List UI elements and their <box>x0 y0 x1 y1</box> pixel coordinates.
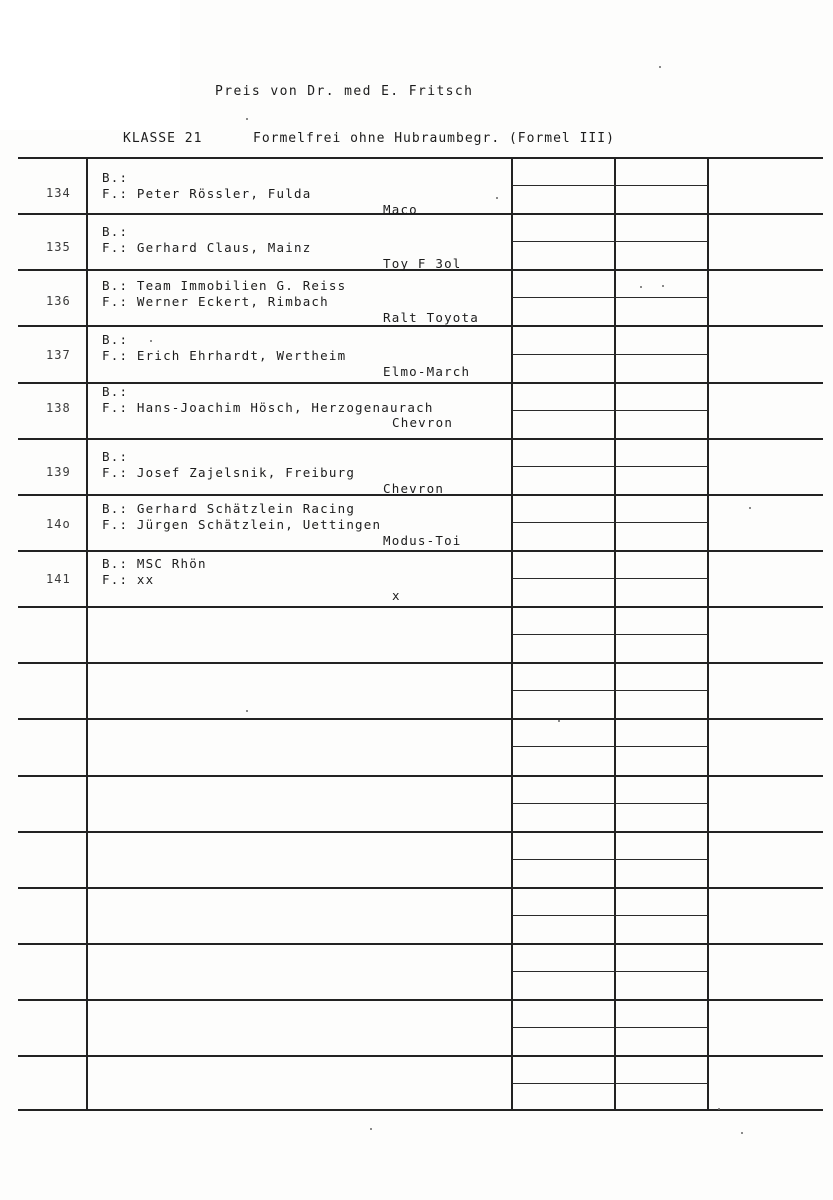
entrant-line: B.: <box>102 332 129 347</box>
table-rule <box>18 831 823 833</box>
cell-subdivider <box>512 915 708 916</box>
cell-subdivider <box>512 241 708 242</box>
entrant-line: B.: <box>102 449 129 464</box>
cell-subdivider <box>512 185 708 186</box>
entry-number: 136 <box>46 294 71 308</box>
cell-subdivider <box>512 1083 708 1084</box>
scan-speck <box>741 1132 743 1134</box>
cell-subdivider <box>512 1027 708 1028</box>
car-model: Toy F 3ol <box>383 256 462 271</box>
entry-table <box>18 157 823 1110</box>
table-rule <box>18 999 823 1001</box>
table-rule <box>18 1109 823 1111</box>
table-rule <box>18 382 823 384</box>
table-rule <box>18 943 823 945</box>
car-model: Chevron <box>383 481 445 496</box>
cell-subdivider <box>512 859 708 860</box>
cell-subdivider <box>512 297 708 298</box>
entry-number: 141 <box>46 572 71 586</box>
entry-number: 137 <box>46 348 71 362</box>
table-rule <box>18 887 823 889</box>
entrant-line: B.: <box>102 170 129 185</box>
scan-speck <box>150 340 152 342</box>
driver-line: F.: Peter Rössler, Fulda <box>102 186 312 201</box>
cell-subdivider <box>512 803 708 804</box>
table-rule <box>18 718 823 720</box>
entrant-line: B.: <box>102 224 129 239</box>
scan-speck <box>662 285 664 287</box>
driver-line: F.: Josef Zajelsnik, Freiburg <box>102 465 356 480</box>
driver-line: F.: Hans-Joachim Hösch, Herzogenaurach <box>102 400 434 415</box>
entrant-line: B.: <box>102 384 129 399</box>
cell-subdivider <box>512 971 708 972</box>
car-model: Modus-Toi <box>383 533 462 548</box>
entrant-line: B.: Gerhard Schätzlein Racing <box>102 501 356 516</box>
entrant-line: B.: Team Immobilien G. Reiss <box>102 278 347 293</box>
table-rule <box>18 438 823 440</box>
table-rule <box>18 606 823 608</box>
page-title: Preis von Dr. med E. Fritsch <box>215 84 474 99</box>
cell-subdivider <box>512 578 708 579</box>
scan-speck <box>640 286 642 288</box>
entry-number: 134 <box>46 186 71 200</box>
scan-speck <box>718 1108 720 1110</box>
table-rule <box>18 325 823 327</box>
cell-subdivider <box>512 410 708 411</box>
driver-line: F.: xx <box>102 572 155 587</box>
table-rule <box>18 157 823 159</box>
scan-speck <box>246 710 248 712</box>
table-rule <box>18 213 823 215</box>
entry-number: 139 <box>46 465 71 479</box>
scan-speck <box>370 1128 372 1130</box>
table-rule <box>18 1055 823 1057</box>
driver-line: F.: Gerhard Claus, Mainz <box>102 240 312 255</box>
car-model: Chevron <box>392 415 454 430</box>
entrant-line: B.: MSC Rhön <box>102 556 207 571</box>
cell-subdivider <box>512 634 708 635</box>
class-description: Formelfrei ohne Hubraumbegr. (Formel III) <box>253 131 615 146</box>
scan-speck <box>496 197 498 199</box>
cell-subdivider <box>512 466 708 467</box>
driver-line: F.: Erich Ehrhardt, Wertheim <box>102 348 347 363</box>
driver-line: F.: Jürgen Schätzlein, Uettingen <box>102 517 382 532</box>
scan-fade <box>0 0 180 130</box>
scan-speck <box>749 507 751 509</box>
car-model: Ralt Toyota <box>383 310 479 325</box>
driver-line: F.: Werner Eckert, Rimbach <box>102 294 329 309</box>
car-model: x <box>392 588 401 603</box>
cell-subdivider <box>512 690 708 691</box>
scan-speck <box>246 118 248 120</box>
class-label: KLASSE 21 <box>123 131 203 146</box>
column-rule <box>86 157 88 1110</box>
table-rule <box>18 550 823 552</box>
table-rule <box>18 662 823 664</box>
cell-subdivider <box>512 522 708 523</box>
entry-number: 135 <box>46 240 71 254</box>
table-rule <box>18 775 823 777</box>
scan-speck <box>659 66 661 68</box>
cell-subdivider <box>512 746 708 747</box>
car-model: Maco <box>383 202 418 217</box>
entry-number: 14o <box>46 517 71 531</box>
entry-number: 138 <box>46 401 71 415</box>
car-model: Elmo-March <box>383 364 471 379</box>
cell-subdivider <box>512 354 708 355</box>
scan-speck <box>558 720 560 722</box>
